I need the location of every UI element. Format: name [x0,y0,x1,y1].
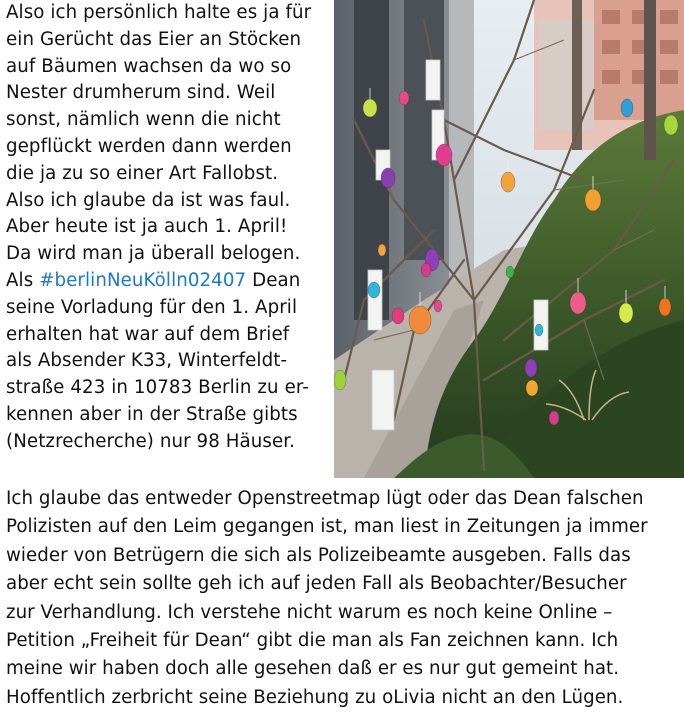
text-line: auf Bäumen wachsen da wo so [6,55,292,77]
text-line: Hoffentlich zerbricht seine Beziehung zu oLivia nicht an den Lügen. [6,686,624,708]
text-line: meine wir haben doch alle gesehen daß er es nur gut gemeint hat. [6,658,620,680]
text-line: Da wird man ja überall belogen. [6,243,301,265]
text-line: gepflückt werden dann werden [6,135,292,157]
text-line: seine Vorladung für den 1. April [6,296,298,318]
text-line: Polizisten auf den Leim gegangen ist, man liest in Zeitungen ja immer [6,516,648,538]
text-line: zur Verhandlung. Ich verstehe nicht warum es noch keine Online – [6,601,613,623]
text-line: aber echt sein sollte geh ich auf jeden Fall als Beobachter/Besucher [6,573,627,595]
text-line: die ja zu so einer Art Fallobst. [6,162,279,184]
text-line: Also ich persönlich halte es ja für [6,2,312,23]
text-line: Aber heute ist ja auch 1. April! [6,216,288,238]
text-line: Ich glaube das entweder Openstreetmap lügt oder das Dean falschen [6,488,644,509]
easter-egg-tree-photo [334,0,684,478]
text-line: (Netzrecherche) nur 98 Häuser. [6,430,296,452]
text-line: wieder von Betrügern die sich als Polizeibeamte ausgeben. Falls das [6,544,631,566]
text-line: ein Gerücht das Eier an Stöcken [6,28,302,50]
hashtag-line: Als #berlinNeuKölln02407 Dean [6,269,301,291]
post-text-column [6,0,336,456]
text-line: erhalten hat war auf dem Brief [6,323,290,345]
text-line: Also ich glaube da ist was faul. [6,189,291,211]
text-line: sonst, nämlich wenn die nicht [6,109,281,131]
text-line: Nester drumherum sind. Weil [6,82,276,104]
hashtag-link[interactable]: #berlinNeuKölln02407 [39,269,247,291]
text-line: straße 423 in 10783 Berlin zu er- [6,377,309,399]
text-line: kennen aber in der Straße gibts [6,403,298,425]
text-line: Petition „Freiheit für Dean“ gibt die man als Fan zeichnen kann. Ich [6,630,619,652]
post-text-full-width [6,485,682,712]
text-line: als Absender K33, Winterfeldt- [6,350,288,372]
